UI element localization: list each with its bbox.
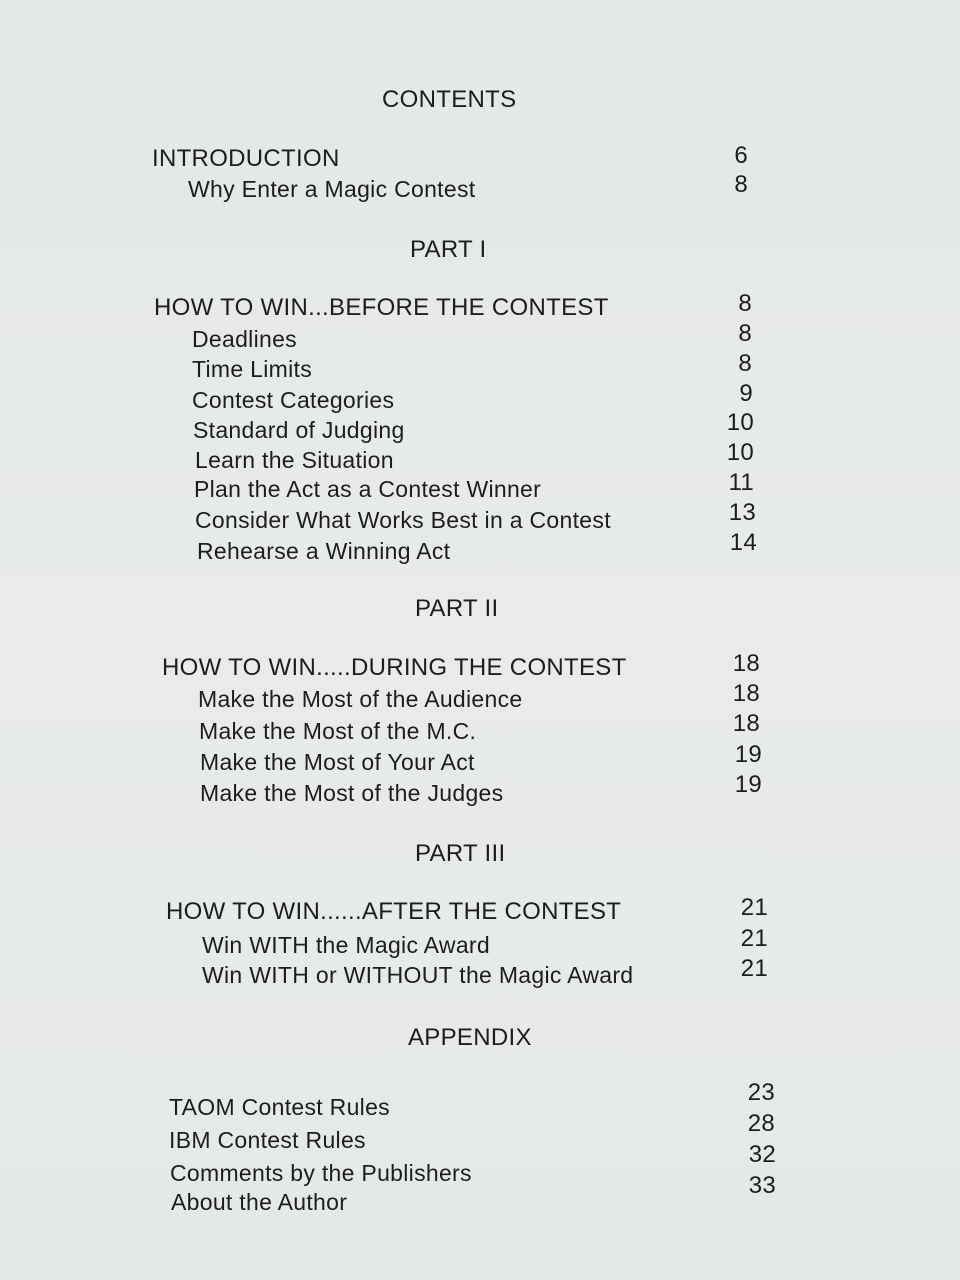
part-1-heading: HOW TO WIN...BEFORE THE CONTEST — [154, 294, 609, 321]
toc-entry: Contest Categories — [192, 387, 395, 413]
part-2-label: PART II — [415, 595, 499, 622]
toc-entry: Consider What Works Best in a Contest — [195, 507, 611, 533]
toc-entry-page: 28 — [747, 1110, 775, 1137]
toc-entry-page: 10 — [726, 439, 754, 466]
toc-entry: Rehearse a Winning Act — [197, 538, 451, 564]
toc-entry: Learn the Situation — [195, 447, 394, 473]
toc-entry-page: 23 — [747, 1079, 775, 1106]
toc-entry-page: 21 — [740, 955, 768, 982]
part-1-label: PART I — [410, 236, 487, 263]
part-3-heading: HOW TO WIN......AFTER THE CONTEST — [166, 898, 622, 925]
toc-entry-page: 8 — [738, 320, 752, 347]
toc-entry-page: 21 — [740, 925, 768, 952]
toc-entry: Comments by the Publishers — [170, 1160, 472, 1186]
contents-title: CONTENTS — [382, 86, 517, 113]
toc-entry-page: 10 — [726, 409, 754, 436]
part-1-heading-page: 8 — [738, 290, 752, 317]
part-2-heading-page: 18 — [732, 650, 760, 677]
toc-entry-page: 33 — [748, 1172, 776, 1199]
toc-entry: About the Author — [171, 1189, 348, 1215]
toc-entry: Time Limits — [192, 356, 313, 382]
toc-entry-page: 11 — [728, 469, 754, 496]
toc-entry-page: 8 — [738, 350, 752, 377]
toc-entry-page: 19 — [734, 741, 762, 768]
toc-entry-page: 32 — [748, 1141, 776, 1168]
toc-entry-page: 19 — [734, 771, 762, 798]
toc-entry: Make the Most of the M.C. — [199, 718, 477, 744]
toc-entry-page: 8 — [734, 171, 748, 198]
toc-entry: Why Enter a Magic Contest — [188, 176, 476, 202]
part-2-heading: HOW TO WIN.....DURING THE CONTEST — [162, 654, 627, 681]
toc-entry-page: 18 — [732, 710, 760, 737]
toc-entry: Plan the Act as a Contest Winner — [194, 476, 542, 502]
toc-entry: Deadlines — [192, 326, 297, 352]
toc-entry-page: 18 — [732, 680, 760, 707]
toc-entry: Make the Most of the Audience — [198, 686, 523, 712]
toc-entry: Make the Most of Your Act — [200, 749, 475, 775]
toc-entry: Win WITH or WITHOUT the Magic Award — [202, 962, 634, 988]
toc-entry: Win WITH the Magic Award — [202, 932, 490, 958]
toc-entry-page: 14 — [729, 529, 757, 556]
toc-entry: IBM Contest Rules — [169, 1127, 366, 1153]
toc-entry-page: 9 — [739, 380, 753, 407]
toc-entry: Standard of Judging — [193, 417, 405, 443]
appendix-label: APPENDIX — [408, 1024, 532, 1051]
intro-heading-page: 6 — [734, 142, 748, 169]
part-3-heading-page: 21 — [740, 894, 768, 921]
intro-heading: INTRODUCTION — [152, 145, 340, 172]
toc-entry: Make the Most of the Judges — [200, 780, 504, 806]
toc-entry-page: 13 — [728, 499, 756, 526]
toc-entry: TAOM Contest Rules — [169, 1094, 390, 1120]
part-3-label: PART III — [415, 840, 506, 867]
